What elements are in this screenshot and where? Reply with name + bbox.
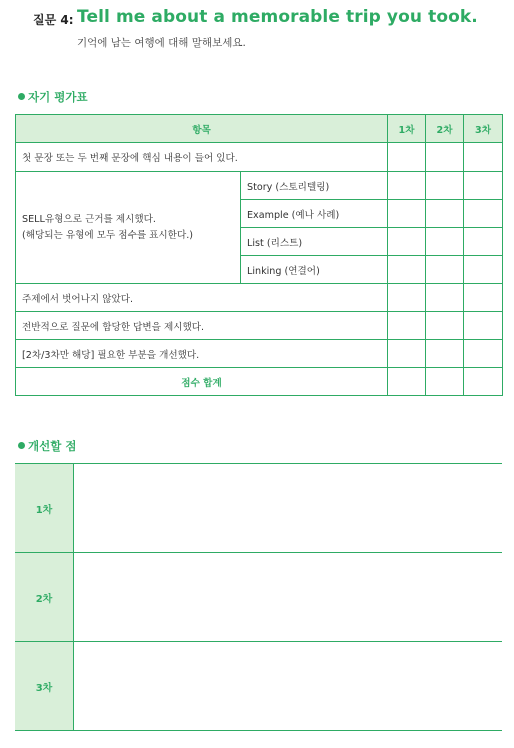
score-cell[interactable] bbox=[426, 172, 464, 200]
total-score-cell[interactable] bbox=[426, 368, 464, 396]
round-label-1: 1차 bbox=[15, 464, 74, 553]
table-row bbox=[16, 340, 503, 368]
total-score-cell[interactable] bbox=[388, 368, 426, 396]
table-row-total bbox=[16, 368, 503, 396]
improvements-table bbox=[15, 463, 502, 731]
improvement-note-area[interactable] bbox=[74, 464, 503, 553]
score-cell[interactable] bbox=[426, 284, 464, 312]
round-label-2: 2차 bbox=[15, 553, 74, 642]
improvement-note-area[interactable] bbox=[74, 553, 503, 642]
improvements-heading: 개선할 점 bbox=[18, 438, 76, 454]
score-cell[interactable] bbox=[464, 143, 503, 172]
score-cell[interactable] bbox=[388, 143, 426, 172]
score-cell[interactable] bbox=[388, 200, 426, 228]
criterion-on-topic: 주제에서 벗어나지 않았다. bbox=[16, 284, 388, 312]
bullet-dot-icon bbox=[18, 442, 25, 449]
table-row bbox=[16, 284, 503, 312]
score-cell[interactable] bbox=[464, 340, 503, 368]
col-header-item: 항목 bbox=[16, 115, 388, 143]
question-subtitle: 기억에 남는 여행에 대해 말해보세요. bbox=[77, 37, 246, 49]
question-label: 질문 4: bbox=[33, 13, 74, 27]
sell-type-list: List (리스트) bbox=[241, 228, 388, 256]
sell-type-story: Story (스토리텔링) bbox=[241, 172, 388, 200]
table-header-row bbox=[16, 115, 503, 143]
score-cell[interactable] bbox=[464, 200, 503, 228]
score-cell[interactable] bbox=[464, 172, 503, 200]
sell-type-linking: Linking (연결어) bbox=[241, 256, 388, 284]
col-header-round-2: 2차 bbox=[426, 115, 464, 143]
table-row bbox=[16, 312, 503, 340]
score-cell[interactable] bbox=[426, 143, 464, 172]
score-cell[interactable] bbox=[426, 340, 464, 368]
score-cell[interactable] bbox=[464, 312, 503, 340]
score-cell[interactable] bbox=[464, 256, 503, 284]
total-score-cell[interactable] bbox=[464, 368, 503, 396]
score-cell[interactable] bbox=[388, 228, 426, 256]
sell-type-example: Example (예나 사례) bbox=[241, 200, 388, 228]
table-row bbox=[16, 172, 503, 200]
score-cell[interactable] bbox=[464, 284, 503, 312]
score-cell[interactable] bbox=[426, 200, 464, 228]
col-header-round-3: 3차 bbox=[464, 115, 503, 143]
total-label: 점수 합계 bbox=[16, 368, 388, 396]
criterion-sell bbox=[16, 172, 241, 284]
criterion-improved: [2차/3차만 해당] 필요한 부분을 개선했다. bbox=[16, 340, 388, 368]
col-header-round-1: 1차 bbox=[388, 115, 426, 143]
bullet-dot-icon bbox=[18, 93, 25, 100]
score-cell[interactable] bbox=[426, 312, 464, 340]
improvement-row-3 bbox=[15, 642, 502, 731]
score-cell[interactable] bbox=[388, 312, 426, 340]
improvement-note-area[interactable] bbox=[74, 642, 503, 731]
score-cell[interactable] bbox=[388, 284, 426, 312]
score-cell[interactable] bbox=[388, 256, 426, 284]
score-cell[interactable] bbox=[426, 256, 464, 284]
round-label-3: 3차 bbox=[15, 642, 74, 731]
criterion-sell-line-1: SELL유형으로 근거를 제시했다. bbox=[22, 213, 156, 225]
criterion-appropriate: 전반적으로 질문에 합당한 답변을 제시했다. bbox=[16, 312, 388, 340]
criterion-sell-line-2: (해당되는 유형에 모두 점수를 표시한다.) bbox=[22, 229, 194, 241]
self-eval-heading: 자기 평가표 bbox=[18, 89, 88, 105]
improvement-row-2 bbox=[15, 553, 502, 642]
table-row bbox=[16, 143, 503, 172]
improvement-row-1 bbox=[15, 464, 502, 553]
question-title: Tell me about a memorable trip you took. bbox=[77, 7, 478, 27]
criterion-first-sentence: 첫 문장 또는 두 번째 문장에 핵심 내용이 들어 있다. bbox=[16, 143, 388, 172]
score-cell[interactable] bbox=[388, 340, 426, 368]
self-eval-table bbox=[15, 114, 503, 396]
score-cell[interactable] bbox=[426, 228, 464, 256]
score-cell[interactable] bbox=[464, 228, 503, 256]
score-cell[interactable] bbox=[388, 172, 426, 200]
